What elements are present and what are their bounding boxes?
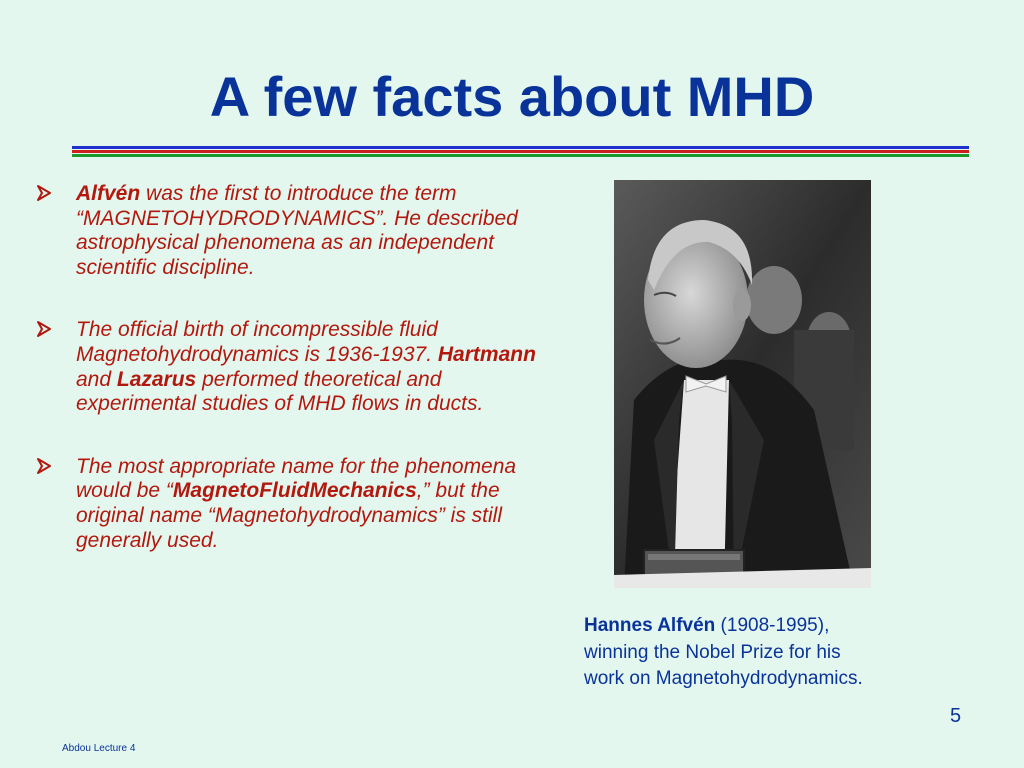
bullet-bold-mfm: MagnetoFluidMechanics bbox=[172, 479, 417, 503]
title-rule-red bbox=[72, 150, 969, 153]
caption-years: (1908-1995), bbox=[715, 615, 830, 636]
bullet-text: The most appropriate name for the phenomena would be “ bbox=[76, 454, 517, 503]
bullet-text: performed theoretical and experimental studies of MHD flows in ducts. bbox=[76, 367, 484, 416]
bullet-item bbox=[36, 455, 556, 553]
bullet-bold-hartmann: Hartmann bbox=[437, 342, 536, 366]
bullet-bold-alfven: Alfvén bbox=[76, 182, 141, 205]
title-rule-green bbox=[72, 154, 969, 157]
caption-name: Hannes Alfvén bbox=[584, 615, 716, 636]
bullet-text: ,” but the original name “Magnetohydrodynamics” is still generally used. bbox=[76, 479, 503, 552]
bullet-item bbox=[36, 318, 556, 416]
bullet-text: was the first to introduce the term “MAGNETOHYDRODYNAMICS”. He described astrophysical phenomena as an independent scientific discipline. bbox=[76, 182, 518, 279]
caption-line-2: winning the Nobel Prize for his bbox=[584, 641, 841, 663]
arrow-bullet-icon bbox=[36, 319, 52, 339]
footer-text: Abdou Lecture 4 bbox=[62, 743, 136, 754]
title-rule-blue bbox=[72, 146, 969, 149]
caption-line-3: work on Magnetohydrodynamics. bbox=[584, 668, 863, 689]
portrait-photo bbox=[614, 180, 871, 588]
portrait-illustration bbox=[614, 180, 871, 588]
bullet-bold-lazarus: Lazarus bbox=[116, 367, 197, 391]
arrow-bullet-icon bbox=[36, 456, 52, 476]
page-number: 5 bbox=[950, 705, 962, 727]
bullet-item bbox=[36, 182, 556, 280]
slide-title: A few facts about MHD bbox=[209, 65, 815, 128]
bullet-text: and bbox=[76, 367, 117, 391]
bullet-text: The official birth of incompressible fluid Magnetohydrodynamics is 1936-1937. bbox=[76, 318, 438, 366]
arrow-bullet-icon bbox=[36, 183, 52, 203]
photo-caption bbox=[584, 613, 944, 693]
caption-line-1 bbox=[584, 613, 944, 640]
bullet-list bbox=[36, 182, 556, 591]
